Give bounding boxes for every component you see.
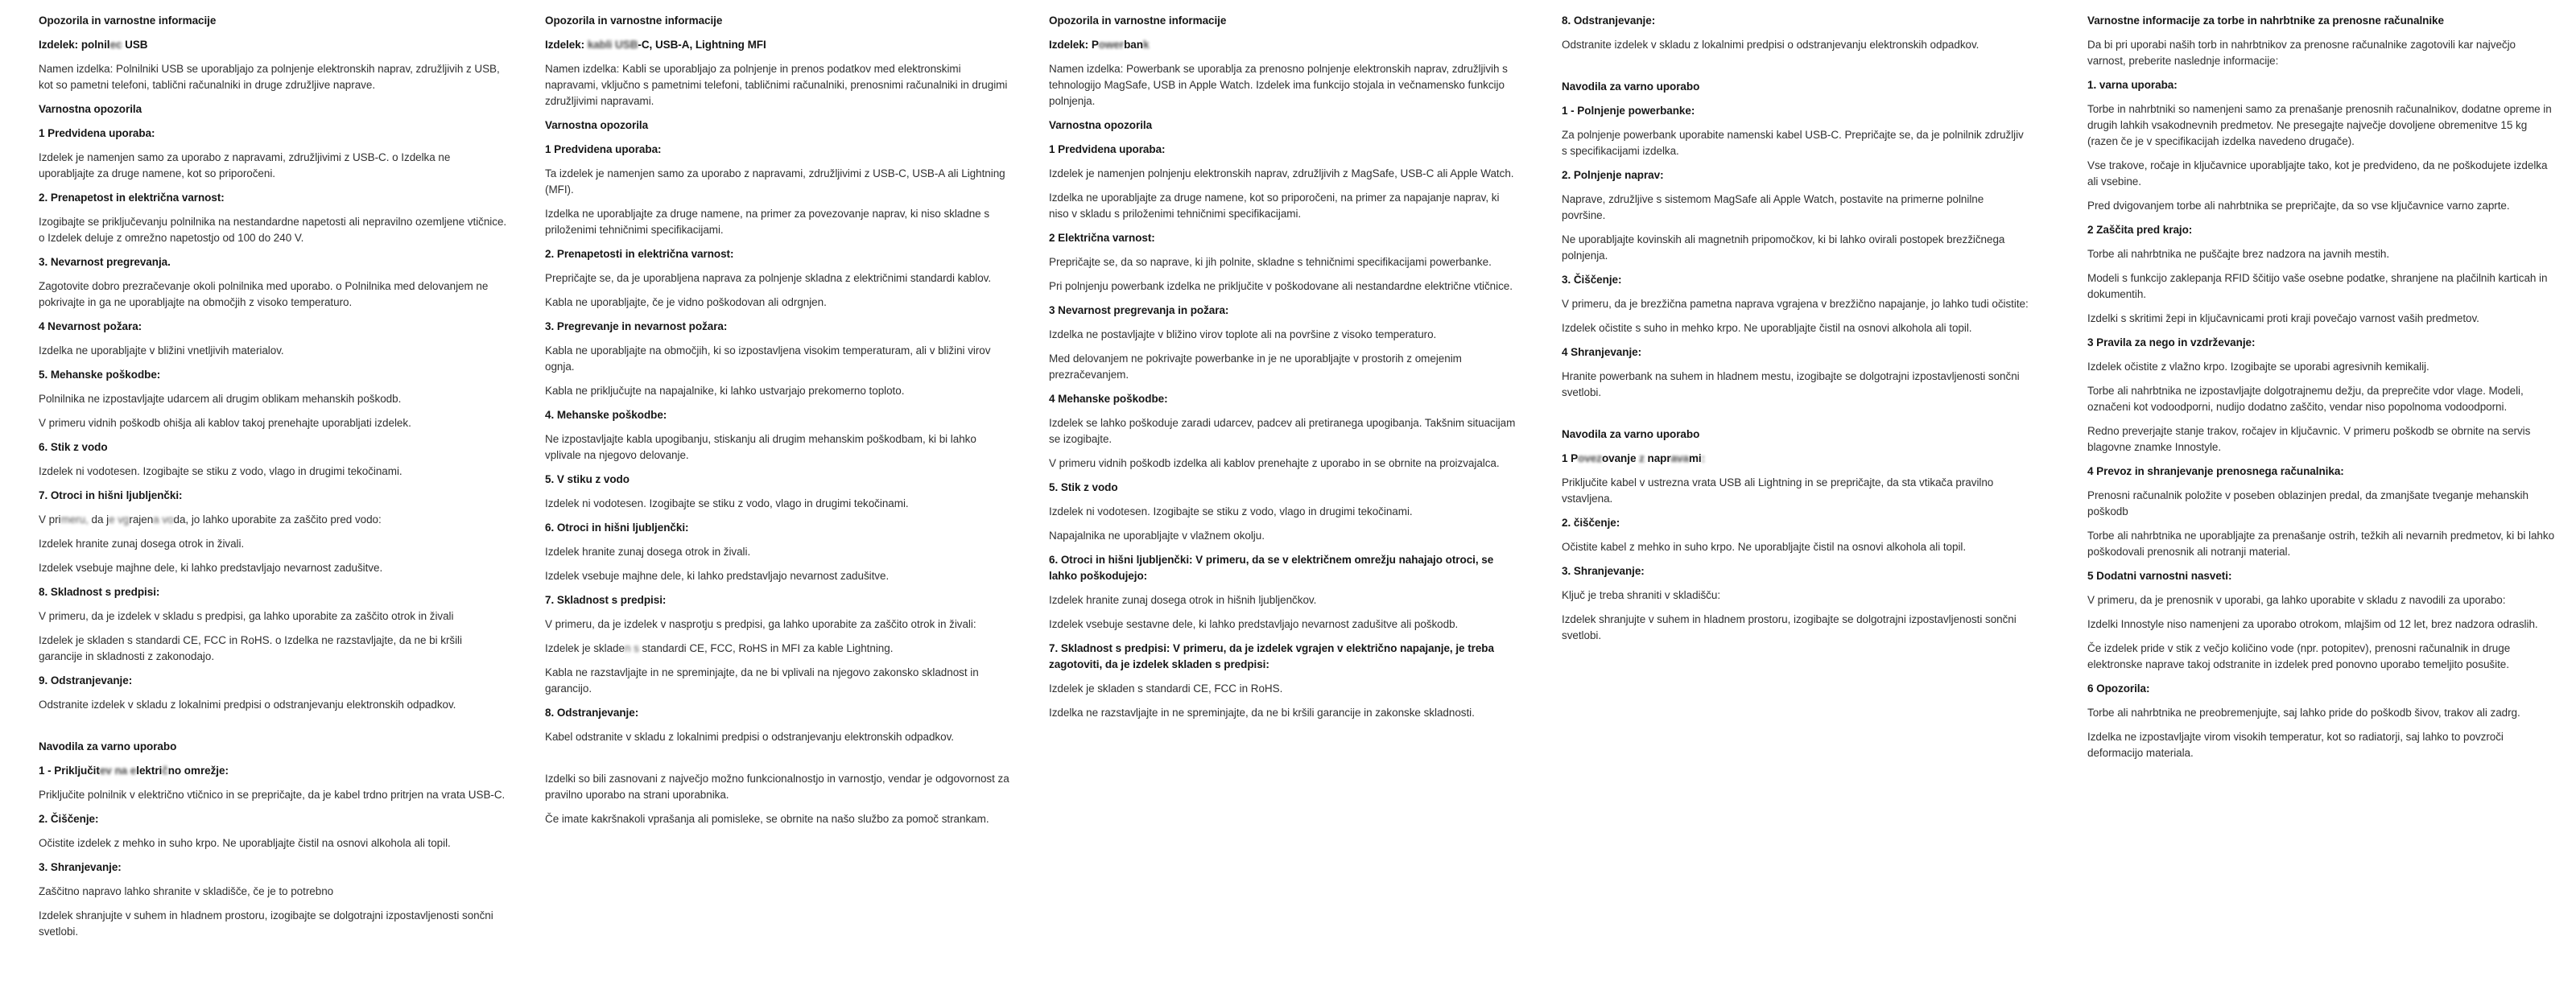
paragraph: Zaščitno napravo lahko shranite v skladišče, če je to potrebno: [39, 885, 334, 897]
paragraph: Izdelka ne razstavljajte in ne spreminjajte, da ne bi kršili garancije in zakonske skladnosti.: [1049, 707, 1475, 719]
paragraph: Izdelek vsebuje sestavne dele, ki lahko predstavljajo nevarnost zadušitve ali poškodb.: [1049, 618, 1459, 630]
blurred-text: e vg: [109, 513, 130, 526]
heading: 6. Otroci in hišni ljubljenčki: V primeru, da se v električnem omrežju nahajajo otroci, se lahko poškodujejo:: [1049, 554, 1494, 582]
paragraph: Izdelka ne uporabljajte za druge namene, kot so priporočeni, na primer za napajanje naprav, ki niso v skladu s priloženimi tehničnimi specifikacijami.: [1049, 192, 1500, 220]
text: standardi CE, FCC, RoHS in MFI za kable Lightning.: [638, 642, 894, 654]
column-powerbank: [1049, 13, 1517, 729]
heading: 3. Shranjevanje:: [1562, 565, 1645, 577]
heading: 3 Pravila za nego in vzdrževanje:: [2087, 336, 2256, 348]
heading: Varnostne informacije za torbe in nahrbtnike za prenosne računalnike: [2087, 14, 2444, 27]
paragraph: Torbe ali nahrbtnika ne puščajte brez nadzora na javnih mestih.: [2087, 248, 2390, 260]
paragraph: Za polnjenje powerbank uporabite namenski kabel USB-C. Prepričajte se, da je polnilnik združljiv s specifikacijami izdelka.: [1562, 129, 2024, 157]
paragraph: Izdelki Innostyle niso namenjeni za uporabo otrokom, mlajšim od 12 let, brez nadzora odraslih.: [2087, 618, 2538, 630]
heading: 9. Odstranjevanje:: [39, 674, 133, 686]
heading: 1 - Polnjenje powerbanke:: [1562, 105, 1695, 117]
paragraph: Izdelek hranite zunaj dosega otrok in živali.: [39, 538, 245, 550]
paragraph: Če imate kakršnakoli vprašanja ali pomisleke, se obrnite na našo službo za pomoč strankam.: [545, 813, 989, 825]
blurred-text: ower: [1098, 39, 1125, 51]
paragraph: Namen izdelka: Powerbank se uporablja za prenosno polnjenje elektronskih naprav, združljivih s tehnologijo MagSafe, USB in Apple Watch. Izdelek ima funkcijo stojala in večnamensko funkcijo polnjenja.: [1049, 63, 1508, 107]
column-laptop-bags: [2087, 13, 2556, 769]
text: Izdelek: P: [1049, 39, 1099, 51]
paragraph: V primeru, da je izdelek v nasprotju s predpisi, ga lahko uporabite za zaščito otrok in živali:: [545, 618, 976, 630]
blurred-text: ovez: [1578, 452, 1602, 464]
paragraph: Ne uporabljajte kovinskih ali magnetnih pripomočkov, ki bi lahko ovirali postopek brezžičnega polnjenja.: [1562, 233, 2005, 262]
heading: Varnostna opozorila: [39, 103, 142, 115]
paragraph: Prepričajte se, da je uporabljena naprava za polnjenje skladna z električnimi standardi kablov.: [545, 272, 992, 284]
paragraph: V primeru vidnih poškodb izdelka ali kablov prenehajte z uporabo in se obrnite na proizvajalca.: [1049, 457, 1500, 469]
paragraph: Redno preverjajte stanje trakov, ročajev in ključavnic. V primeru poškodb se obrnite na servis blagovne znamke Innostyle.: [2087, 425, 2531, 453]
heading: [1562, 451, 2030, 467]
heading: Opozorila in varnostne informacije: [39, 14, 217, 27]
heading: 1 Predvidena uporaba:: [39, 127, 155, 139]
heading: 3. Shranjevanje:: [39, 861, 122, 873]
paragraph: Izdelka ne uporabljajte za druge namene, na primer za povezovanje naprav, ki niso skladne s priloženimi tehničnimi specifikacijami.: [545, 208, 990, 236]
paragraph: Izdelek je skladen s standardi CE, FCC in RoHS.: [1049, 682, 1283, 695]
text: Izdelek: polnil: [39, 39, 110, 51]
heading: 4 Nevarnost požara:: [39, 320, 142, 332]
heading: 1 Predvidena uporaba:: [545, 143, 662, 155]
blurred-text: ev na e: [99, 765, 137, 777]
paragraph: Izdelek shranjujte v suhem in hladnem prostoru, izogibajte se dolgotrajni izpostavljenosti sončni svetlobi.: [1562, 613, 2017, 641]
paragraph: Izdelek ni vodotesen. Izogibajte se stiku z vodo, vlago in drugimi tekočinami.: [39, 465, 402, 477]
text: da j: [88, 513, 109, 526]
text: mi: [1688, 452, 1702, 464]
heading: 6. Otroci in hišni ljubljenčki:: [545, 522, 689, 534]
paragraph: Izdelek shranjujte v suhem in hladnem prostoru, izogibajte se dolgotrajni izpostavljenosti sončni svetlobi.: [39, 909, 493, 938]
heading: Navodila za varno uporabo: [1562, 80, 1700, 93]
heading: Opozorila in varnostne informacije: [1049, 14, 1227, 27]
heading: 5. Stik z vodo: [1049, 481, 1118, 493]
heading: Varnostna opozorila: [1049, 119, 1153, 131]
text: lektri: [136, 765, 163, 777]
column-usb-charger: [39, 13, 507, 948]
column-cables: [545, 13, 1013, 835]
section-spacer: [39, 721, 507, 731]
heading: 6 Opozorila:: [2087, 682, 2150, 695]
text: ovanje: [1601, 452, 1640, 464]
paragraph: Izdelek hranite zunaj dosega otrok in hišnih ljubljenčkov.: [1049, 594, 1317, 606]
paragraph: Izdelek je skladen s standardi CE, FCC in RoHS. o Izdelka ne razstavljajte, da ne bi kršili garancije in skladnosti z zakonodajo.: [39, 634, 462, 662]
blurred-text: č: [162, 765, 168, 777]
heading: 2. čiščenje:: [1562, 517, 1620, 529]
paragraph: Kabla ne uporabljajte na območjih, ki so izpostavljena visokim temperaturam, ali v bližini virov ognja.: [545, 344, 991, 373]
paragraph: Izdelek očistite s suho in mehko krpo. Ne uporabljajte čistil na osnovi alkohola ali topil.: [1562, 322, 1972, 334]
text: da, jo lahko uporabite za zaščito pred vodo:: [173, 513, 382, 526]
heading: [1049, 37, 1517, 53]
heading: 2. Prenapetost in električna varnost:: [39, 192, 225, 204]
text: rajen: [129, 513, 154, 526]
paragraph: Polnilnika ne izpostavljajte udarcem ali drugim oblikam mehanskih poškodb.: [39, 393, 402, 405]
section-spacer: [1562, 409, 2030, 418]
heading: Varnostna opozorila: [545, 119, 649, 131]
paragraph: V primeru, da je izdelek v skladu s predpisi, ga lahko uporabite za zaščito otrok in živali: [39, 610, 454, 622]
heading: 3. Čiščenje:: [1562, 274, 1622, 286]
text: ban: [1124, 39, 1143, 51]
paragraph: V primeru, da je prenosnik v uporabi, ga lahko uporabite v skladu z navodili za uporabo:: [2087, 594, 2506, 606]
paragraph: Torbe ali nahrbtnika ne izpostavljajte dolgotrajnemu dežju, da preprečite vdor vlage. Modeli, označeni kot vodoodporni, nudijo dodatno zaščito, vendar niso popolnoma vodoodporni.: [2087, 385, 2524, 413]
paragraph: Pri polnjenju powerbank izdelka ne priključite v poškodovane ali nestandardne električne vtičnice.: [1049, 280, 1513, 292]
blurred-text: a vo: [153, 513, 174, 526]
section-spacer: [545, 753, 1013, 763]
column-powerbank-continued: [1562, 13, 2030, 652]
heading: 6. Stik z vodo: [39, 441, 108, 453]
paragraph: Torbe ali nahrbtnika ne preobremenjujte, saj lahko pride do poškodb šivov, trakov ali zadrg.: [2087, 707, 2520, 719]
paragraph: Izdelek očistite z vlažno krpo. Izogibajte se uporabi agresivnih kemikalij.: [2087, 361, 2429, 373]
paragraph: Odstranite izdelek v skladu z lokalnimi predpisi o odstranjevanju elektronskih odpadkov.: [1562, 39, 1979, 51]
paragraph: Namen izdelka: Kabli se uporabljajo za polnjenje in prenos podatkov med elektronskimi napravami, vključno s pametnimi telefoni, tabličnimi računalniki, prenosnimi računalniki in drugimi združljivimi napravami.: [545, 63, 1008, 107]
paragraph: Izdelek vsebuje majhne dele, ki lahko predstavljajo nevarnost zadušitve.: [545, 570, 890, 582]
heading: 3. Pregrevanje in nevarnost požara:: [545, 320, 728, 332]
paragraph: Napajalnika ne uporabljajte v vlažnem okolju.: [1049, 530, 1265, 542]
paragraph: Prenosni računalnik položite v poseben oblazinjen predal, da zmanjšate tveganje mehanskih poškodb: [2087, 489, 2529, 517]
paragraph: Izdelka ne postavljajte v bližino virov toplote ali na površine z visoko temperaturo.: [1049, 328, 1437, 340]
heading: 7. Otroci in hišni ljubljenčki:: [39, 489, 183, 501]
paragraph: [545, 641, 1013, 657]
paragraph: Izdelek hranite zunaj dosega otrok in živali.: [545, 546, 751, 558]
paragraph: Izdelek se lahko poškoduje zaradi udarcev, padcev ali pretiranega upogibanja. Takšnim situacijam se izogibajte.: [1049, 417, 1516, 445]
paragraph: Izdelki s skritimi žepi in ključavnicami proti kraji povečajo varnost vaših predmetov.: [2087, 312, 2479, 324]
paragraph: Kabel odstranite v skladu z lokalnimi predpisi o odstranjevanju elektronskih odpadkov.: [545, 731, 954, 743]
heading: [545, 37, 1013, 53]
text: Izdelek je sklade: [545, 642, 625, 654]
blurred-text: :: [1701, 452, 1706, 464]
text: Izdelek:: [545, 39, 588, 51]
paragraph: Namen izdelka: Polnilniki USB se uporabljajo za polnjenje elektronskih naprav, združljivih z USB, kot so pametni telefoni, tablični računalniki in druge združljive naprave.: [39, 63, 500, 91]
heading: Opozorila in varnostne informacije: [545, 14, 723, 27]
paragraph: Priključite polnilnik v električno vtičnico in se prepričajte, da je kabel trdno pritrjen na vrata USB-C.: [39, 789, 506, 801]
heading: [39, 763, 507, 779]
text: V pri: [39, 513, 61, 526]
heading: 5. Mehanske poškodbe:: [39, 369, 161, 381]
heading: 4. Mehanske poškodbe:: [545, 409, 667, 421]
paragraph: Kabla ne priključujte na napajalnike, ki lahko ustvarjajo prekomerno toploto.: [545, 385, 905, 397]
paragraph: Vse trakove, ročaje in ključavnice uporabljajte tako, kot je predvideno, da ne poškodujete izdelka ali vsebine.: [2087, 159, 2548, 188]
heading: 3. Nevarnost pregrevanja.: [39, 256, 171, 268]
paragraph: Izdelka ne izpostavljajte virom visokih temperatur, kot so radiatorji, saj lahko to povzroči deformacijo materiala.: [2087, 731, 2504, 759]
heading: 2. Polnjenje naprav:: [1562, 169, 1664, 181]
paragraph: Izdelek ni vodotesen. Izogibajte se stiku z vodo, vlago in drugimi tekočinami.: [1049, 505, 1413, 517]
heading: 5. V stiku z vodo: [545, 473, 630, 485]
paragraph: Izdelek je namenjen samo za uporabo z napravami, združljivimi z USB-C. o Izdelka ne uporabljajte za druge namene, kot so priporočeni.: [39, 151, 451, 179]
text: no omrežje:: [167, 765, 229, 777]
blurred-text: n s: [624, 642, 639, 654]
heading: 2. Prenapetosti in električna varnost:: [545, 248, 734, 260]
paragraph: Kabla ne uporabljajte, če je vidno poškodovan ali odrgnjen.: [545, 296, 827, 308]
paragraph: [39, 512, 507, 528]
paragraph: Odstranite izdelek v skladu z lokalnimi predpisi o odstranjevanju elektronskih odpadkov.: [39, 699, 456, 711]
heading: Navodila za varno uporabo: [39, 740, 177, 752]
heading: 8. Odstranjevanje:: [1562, 14, 1656, 27]
text: -C, USB-A, Lightning MFI: [638, 39, 766, 51]
paragraph: Priključite kabel v ustrezna vrata USB ali Lightning in se prepričajte, da sta vtikača pravilno vstavljena.: [1562, 476, 1994, 505]
blurred-text: ava: [1670, 452, 1689, 464]
heading: 4 Mehanske poškodbe:: [1049, 393, 1168, 405]
heading: 1 Predvidena uporaba:: [1049, 143, 1166, 155]
paragraph: Da bi pri uporabi naših torb in nahrbtnikov za prenosne računalnike zagotovili kar največjo varnost, preberite naslednje informacije:: [2087, 39, 2516, 67]
heading: 4 Shranjevanje:: [1562, 346, 1642, 358]
text: 1 P: [1562, 452, 1579, 464]
paragraph: Očistite kabel z mehko in suho krpo. Ne uporabljajte čistil na osnovi alkohola ali topil.: [1562, 541, 1967, 553]
heading: 8. Odstranjevanje:: [545, 707, 639, 719]
heading: 2 Zaščita pred krajo:: [2087, 224, 2193, 236]
paragraph: Ne izpostavljajte kabla upogibanju, stiskanju ali drugim mehanskim poškodbam, ki bi lahko vplivale na njegovo delovanje.: [545, 433, 976, 461]
paragraph: Modeli s funkcijo zaklepanja RFID ščitijo vaše osebne podatke, shranjene na plačilnih karticah in dokumentih.: [2087, 272, 2548, 300]
paragraph: Izdelka ne uporabljajte v bližini vnetljivih materialov.: [39, 344, 284, 357]
section-spacer: [1562, 61, 2030, 71]
heading: Navodila za varno uporabo: [1562, 428, 1700, 440]
heading: 2 Električna varnost:: [1049, 232, 1155, 244]
paragraph: Izdelek vsebuje majhne dele, ki lahko predstavljajo nevarnost zadušitve.: [39, 562, 383, 574]
heading: 7. Skladnost s predpisi:: [545, 594, 667, 606]
paragraph: Izdelek je namenjen polnjenju elektronskih naprav, združljivih z MagSafe, USB-C ali Apple Watch.: [1049, 167, 1514, 179]
paragraph: Izdelek ni vodotesen. Izogibajte se stiku z vodo, vlago in drugimi tekočinami.: [545, 497, 909, 509]
paragraph: Izogibajte se priključevanju polnilnika na nestandardne napetosti ali nepravilno ozemljene vtičnice. o Izdelek deluje z omrežno napetostjo od 100 do 240 V.: [39, 216, 507, 244]
paragraph: Torbe in nahrbtniki so namenjeni samo za prenašanje prenosnih računalnikov, dodatne opreme in drugih lahkih vsakodnevnih predmetov. Ne presegajte največje dovoljene obremenitve 15 kg (razen če je v specifikacijah izdelka navedeno drugače).: [2087, 103, 2552, 147]
paragraph: V primeru vidnih poškodb ohišja ali kablov takoj prenehajte uporabljati izdelek.: [39, 417, 411, 429]
paragraph: Hranite powerbank na suhem in hladnem mestu, izogibajte se dolgotrajni izpostavljenosti sončni svetlobi.: [1562, 370, 2020, 398]
heading: 5 Dodatni varnostni nasveti:: [2087, 570, 2232, 582]
text: 1 - Priključit: [39, 765, 100, 777]
paragraph: Torbe ali nahrbtnika ne uporabljajte za prenašanje ostrih, težkih ali nevarnih predmetov, ki bi lahko poškodovali prenosnik ali notranji material.: [2087, 530, 2555, 558]
paragraph: Zagotovite dobro prezračevanje okoli polnilnika med uporabo. o Polnilnika med delovanjem ne pokrivajte in ga ne uporabljajte na območjih z visoko temperaturo.: [39, 280, 489, 308]
blurred-text: kabli USB: [587, 39, 638, 51]
text: USB: [122, 39, 148, 51]
paragraph: Očistite izdelek z mehko in suho krpo. Ne uporabljajte čistil na osnovi alkohola ali topil.: [39, 837, 451, 849]
paragraph: V primeru, da je brezžična pametna naprava vgrajena v brezžično napajanje, jo lahko tudi očistite:: [1562, 298, 2029, 310]
paragraph: Ključ je treba shraniti v skladišču:: [1562, 589, 1721, 601]
paragraph: Prepričajte se, da so naprave, ki jih polnite, skladne s tehničnimi specifikacijami powerbanke.: [1049, 256, 1492, 268]
blurred-text: ec: [109, 39, 122, 51]
paragraph: Kabla ne razstavljajte in ne spreminjajte, da ne bi vplivali na njegovo zakonsko skladnost in garancijo.: [545, 666, 979, 695]
heading: [39, 37, 507, 53]
paragraph: Izdelki so bili zasnovani z največjo možno funkcionalnostjo in varnostjo, vendar je odgovornost za pravilno uporabo na strani uporabnika.: [545, 773, 1009, 801]
heading: 7. Skladnost s predpisi: V primeru, da je izdelek vgrajen v električno napajanje, je treba zagotoviti, da je izdelek skladen s predpisi:: [1049, 642, 1494, 670]
blurred-text: k: [1142, 39, 1150, 51]
heading: 8. Skladnost s predpisi:: [39, 586, 160, 598]
heading: 2. Čiščenje:: [39, 813, 99, 825]
blurred-text: meru,: [60, 513, 89, 526]
text: napr: [1644, 452, 1671, 464]
paragraph: Pred dvigovanjem torbe ali nahrbtnika se prepričajte, da so vse ključavnice varno zaprte.: [2087, 200, 2510, 212]
heading: 3 Nevarnost pregrevanja in požara:: [1049, 304, 1229, 316]
heading: 1. varna uporaba:: [2087, 79, 2178, 91]
heading: 4 Prevoz in shranjevanje prenosnega računalnika:: [2087, 465, 2344, 477]
paragraph: Ta izdelek je namenjen samo za uporabo z napravami, združljivimi z USB-C, USB-A ali Lightning (MFI).: [545, 167, 1005, 196]
paragraph: Med delovanjem ne pokrivajte powerbanke in je ne uporabljajte v prostorih z omejenim prezračevanjem.: [1049, 353, 1462, 381]
paragraph: Naprave, združljive s sistemom MagSafe ali Apple Watch, postavite na primerne polnilne površine.: [1562, 193, 1984, 221]
blurred-text: z: [1639, 452, 1645, 464]
paragraph: Če izdelek pride v stik z večjo količino vode (npr. potopitev), prenosni računalnik in druge elektronske naprave takoj odstranite in izdelek pred ponovno uporabo temeljito posušite.: [2087, 642, 2511, 670]
